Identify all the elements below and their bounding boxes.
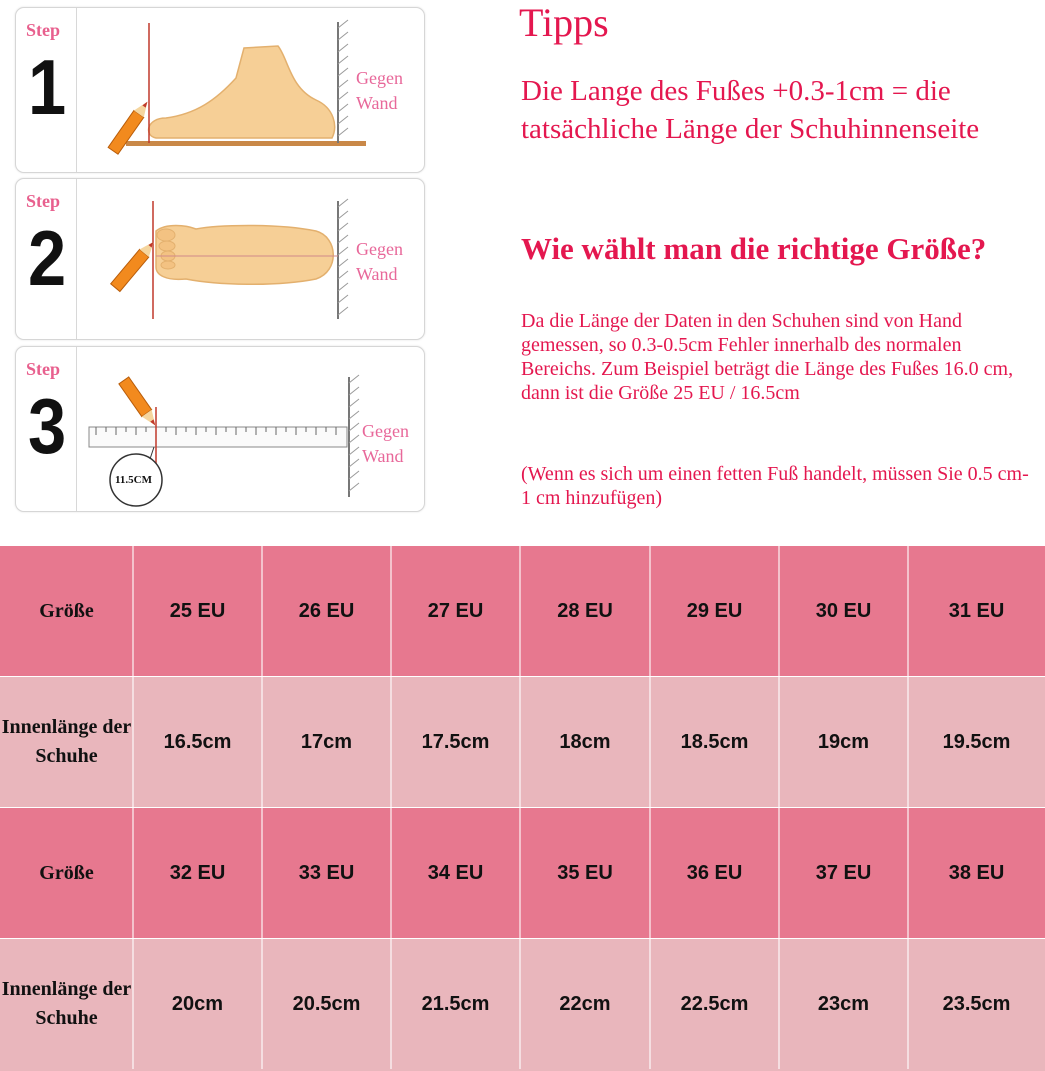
measurement-explanation: Da die Länge der Daten in den Schuhen sind von Hand gemessen, so 0.3-0.5cm Fehler innerhalb des normalen Bereichs. Zum Beispiel beträgt die Länge des Fußes 16.0 cm, dann ist die Größe 25 EU / 16.5cm bbox=[521, 310, 1014, 404]
length-cell: 19cm bbox=[817, 730, 870, 753]
cell-divider bbox=[390, 939, 392, 1069]
wall-label bbox=[356, 237, 403, 287]
cell-divider bbox=[390, 546, 392, 676]
cell-divider bbox=[649, 677, 651, 807]
step-number: 3 bbox=[28, 382, 67, 470]
length-header: Innenlänge der Schuhe bbox=[1, 716, 132, 767]
length-cell: 18cm bbox=[559, 730, 611, 753]
step-number: 2 bbox=[28, 214, 67, 302]
cell-divider bbox=[132, 939, 134, 1069]
size-cell: 29 EU bbox=[686, 599, 743, 622]
step-number: 1 bbox=[28, 43, 67, 131]
cell-divider bbox=[261, 939, 263, 1069]
length-cell: 21.5cm bbox=[421, 992, 490, 1015]
length-row bbox=[0, 677, 1045, 807]
wall-label-line1: Gegen bbox=[362, 421, 409, 441]
size-row bbox=[0, 546, 1045, 676]
cell-divider bbox=[907, 677, 909, 807]
cell-divider bbox=[778, 808, 780, 938]
size-header: Größe bbox=[39, 599, 94, 622]
step-2-panel bbox=[15, 178, 425, 340]
cell-divider bbox=[907, 808, 909, 938]
size-cell: 25 EU bbox=[169, 599, 226, 622]
tips-text: Die Lange des Fußes +0.3-1cm = die tatsächliche Länge der Schuhinnenseite bbox=[521, 75, 980, 145]
length-header: Innenlänge der Schuhe bbox=[1, 978, 132, 1029]
choose-size-title: Wie wählt man die richtige Größe? bbox=[521, 231, 987, 266]
size-table bbox=[0, 546, 1045, 1071]
size-cell: 38 EU bbox=[948, 861, 1005, 884]
step-1-panel bbox=[15, 7, 425, 173]
size-cell: 37 EU bbox=[815, 861, 872, 884]
cell-divider bbox=[132, 808, 134, 938]
size-cell: 35 EU bbox=[557, 861, 613, 884]
size-header: Größe bbox=[39, 861, 94, 884]
magnifier-label: 11.5CM bbox=[115, 474, 152, 486]
cell-divider bbox=[907, 546, 909, 676]
size-cell: 26 EU bbox=[298, 599, 355, 622]
cell-divider bbox=[390, 677, 392, 807]
wall-label bbox=[362, 419, 409, 469]
wall-label-line1: Gegen bbox=[356, 68, 403, 88]
wall-label-line2: Wand bbox=[356, 93, 398, 113]
size-cell: 36 EU bbox=[686, 861, 743, 884]
wall-label-line1: Gegen bbox=[356, 239, 403, 259]
cell-divider bbox=[519, 808, 521, 938]
cell-divider bbox=[907, 939, 909, 1069]
wall-label-line2: Wand bbox=[362, 446, 404, 466]
length-row bbox=[0, 939, 1045, 1071]
cell-divider bbox=[132, 677, 134, 807]
wall-label bbox=[356, 66, 403, 116]
cell-divider bbox=[261, 546, 263, 676]
step-label: Step bbox=[26, 20, 61, 40]
wide-foot-note: (Wenn es sich um einen fetten Fuß handelt, müssen Sie 0.5 cm-1 cm hinzufügen) bbox=[521, 463, 1029, 509]
cell-divider bbox=[649, 939, 651, 1069]
size-cell: 32 EU bbox=[169, 861, 226, 884]
length-cell: 23cm bbox=[817, 992, 870, 1015]
length-cell: 18.5cm bbox=[680, 730, 749, 753]
length-cell: 20.5cm bbox=[292, 992, 361, 1015]
length-cell: 22cm bbox=[559, 992, 611, 1015]
length-cell: 17cm bbox=[300, 730, 353, 753]
size-cell: 30 EU bbox=[815, 599, 872, 622]
length-cell: 19.5cm bbox=[942, 730, 1011, 753]
cell-divider bbox=[778, 677, 780, 807]
length-cell: 22.5cm bbox=[680, 992, 749, 1015]
cell-divider bbox=[390, 808, 392, 938]
length-cell: 23.5cm bbox=[942, 992, 1011, 1015]
cell-divider bbox=[132, 546, 134, 676]
size-cell: 34 EU bbox=[427, 861, 484, 884]
size-row bbox=[0, 808, 1045, 938]
cell-divider bbox=[519, 677, 521, 807]
cell-divider bbox=[261, 677, 263, 807]
cell-divider bbox=[519, 939, 521, 1069]
wall-label-line2: Wand bbox=[356, 264, 398, 284]
size-cell: 28 EU bbox=[557, 599, 613, 622]
cell-divider bbox=[778, 546, 780, 676]
length-cell: 17.5cm bbox=[421, 730, 490, 753]
tips-title: Tipps bbox=[519, 0, 609, 45]
size-cell: 27 EU bbox=[427, 599, 484, 622]
step-label: Step bbox=[26, 359, 61, 379]
cell-divider bbox=[778, 939, 780, 1069]
size-cell: 31 EU bbox=[948, 599, 1005, 622]
length-cell: 16.5cm bbox=[163, 730, 232, 753]
cell-divider bbox=[649, 808, 651, 938]
cell-divider bbox=[519, 546, 521, 676]
step-3-panel bbox=[15, 346, 425, 512]
size-cell: 33 EU bbox=[298, 861, 355, 884]
cell-divider bbox=[649, 546, 651, 676]
cell-divider bbox=[261, 808, 263, 938]
step-label: Step bbox=[26, 191, 61, 211]
length-cell: 20cm bbox=[171, 992, 224, 1015]
